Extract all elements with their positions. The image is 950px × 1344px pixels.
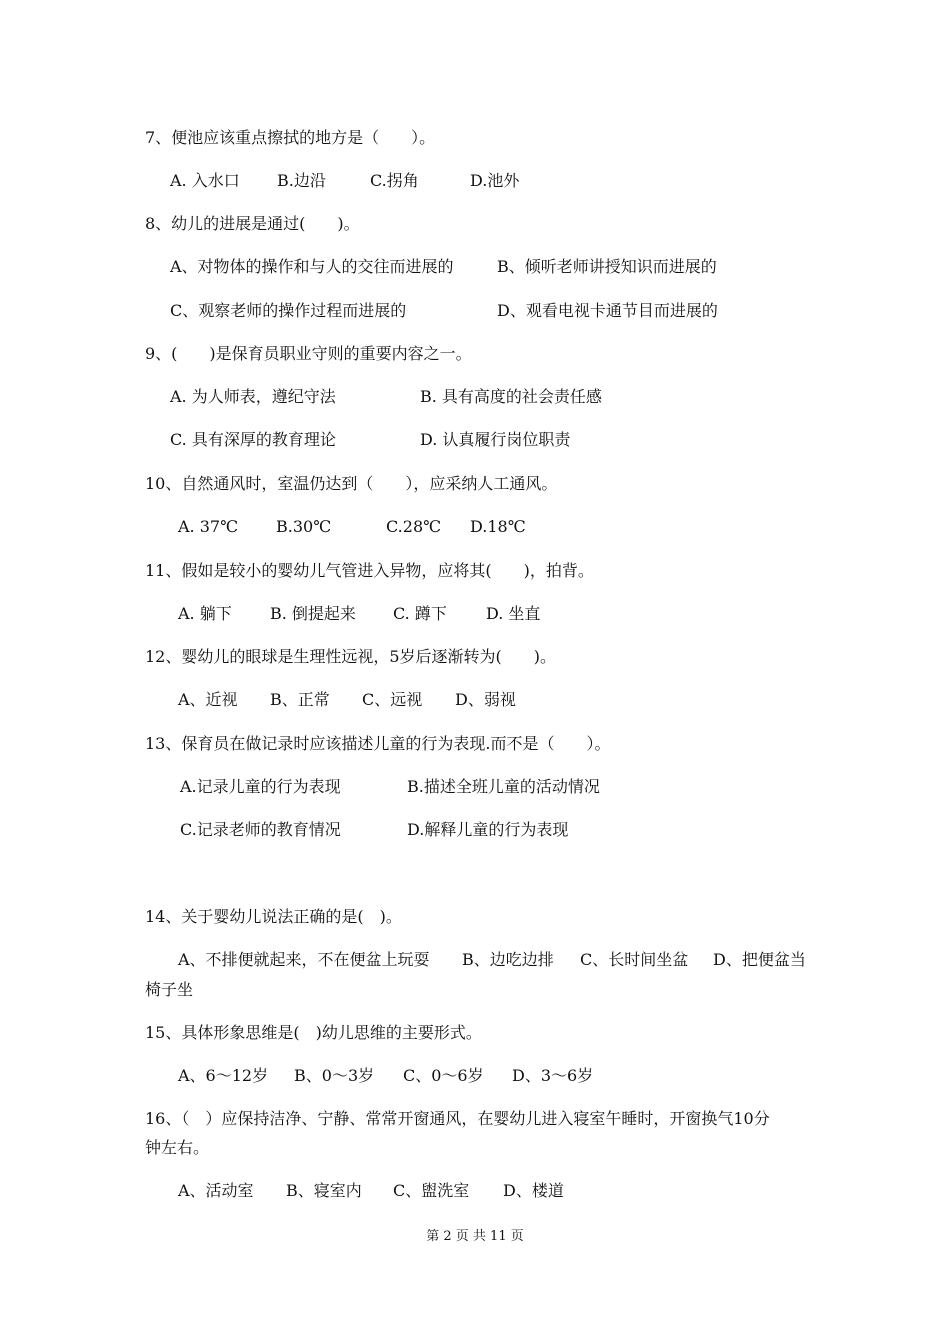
question-10-option-b: B.30℃ [276, 517, 332, 536]
question-11-option-b: B. 倒提起来 [270, 604, 356, 623]
question-14-option-c: C、长时间坐盆 [580, 950, 689, 969]
question-9-option-c: C. 具有深厚的教育理论 [170, 430, 336, 449]
question-15-option-a: A、6～12岁 [178, 1066, 269, 1085]
question-15-stem: 15、具体形象思维是( )幼儿思维的主要形式。 [145, 1023, 482, 1042]
question-8-stem: 8、幼儿的进展是通过( )。 [145, 214, 360, 233]
question-10-option-d: D.18℃ [470, 517, 526, 536]
question-7-stem: 7、便池应该重点擦拭的地方是（ ）。 [145, 128, 436, 147]
question-14-option-d: D、把便盆当 [713, 950, 806, 969]
question-8-option-b: B、倾听老师讲授知识而进展的 [497, 257, 717, 276]
question-8-option-d: D、观看电视卡通节目而进展的 [497, 301, 718, 320]
question-9-stem: 9、( )是保育员职业守则的重要内容之一。 [145, 344, 472, 363]
question-9-option-b: B. 具有高度的社会责任感 [420, 387, 602, 406]
question-8-option-c: C、观察老师的操作过程而进展的 [170, 301, 407, 320]
question-13-option-d: D.解释儿童的行为表现 [407, 820, 569, 839]
question-13-option-b: B.描述全班儿童的活动情况 [407, 777, 600, 796]
question-14-option-b: B、边吃边排 [462, 950, 554, 969]
question-12-option-c: C、远视 [362, 690, 423, 709]
question-13-stem: 13、保育员在做记录时应该描述儿童的行为表现.而不是（ ）。 [145, 734, 611, 753]
question-7-option-a: A. 入水口 [170, 171, 240, 190]
question-16-option-b: B、寝室内 [286, 1181, 362, 1200]
question-12-stem: 12、婴幼儿的眼球是生理性远视，5岁后逐渐转为( )。 [145, 647, 557, 666]
question-14-option-d-continued: 椅子坐 [145, 980, 194, 999]
question-9-option-d: D. 认真履行岗位职责 [420, 430, 571, 449]
question-16-stem: 16、（ ）应保持洁净、宁静、常常开窗通风，在婴幼儿进入寝室午睡时，开窗换气10分 [145, 1109, 770, 1128]
question-9-option-a: A. 为人师表，遵纪守法 [170, 387, 336, 406]
question-15-option-d: D、3～6岁 [512, 1066, 594, 1085]
question-16-option-a: A、活动室 [178, 1181, 254, 1200]
question-12-option-a: A、近视 [178, 690, 238, 709]
question-14-option-a: A、不排便就起来，不在便盆上玩耍 [178, 950, 430, 969]
question-7-option-b: B.边沿 [277, 171, 326, 190]
question-11-option-a: A. 躺下 [178, 604, 232, 623]
page-number-footer: 第 2 页 共 11 页 [426, 1229, 524, 1244]
question-10-option-c: C.28℃ [386, 517, 442, 536]
question-16-option-d: D、楼道 [503, 1181, 564, 1200]
question-11-stem: 11、假如是较小的婴幼儿气管进入异物，应将其( )，拍背。 [145, 561, 594, 580]
question-13-option-a: A.记录儿童的行为表现 [180, 777, 341, 796]
question-7-option-c: C.拐角 [370, 171, 419, 190]
question-15-option-b: B、0～3岁 [294, 1066, 375, 1085]
question-16-option-c: C、盥洗室 [393, 1181, 470, 1200]
question-15-option-c: C、0～6岁 [403, 1066, 484, 1085]
question-11-option-d: D. 坐直 [486, 604, 541, 623]
question-14-stem: 14、关于婴幼儿说法正确的是( )。 [145, 907, 402, 926]
question-12-option-b: B、正常 [270, 690, 330, 709]
question-11-option-c: C. 蹲下 [393, 604, 447, 623]
question-13-option-c: C.记录老师的教育情况 [180, 820, 341, 839]
question-8-option-a: A、对物体的操作和与人的交往而进展的 [170, 257, 454, 276]
question-7-option-d: D.池外 [470, 171, 520, 190]
question-10-option-a: A. 37℃ [178, 517, 238, 536]
question-12-option-d: D、弱视 [455, 690, 516, 709]
question-16-stem-continued: 钟左右。 [145, 1138, 210, 1157]
question-10-stem: 10、自然通风时，室温仍达到（ ），应采纳人工通风。 [145, 474, 558, 493]
